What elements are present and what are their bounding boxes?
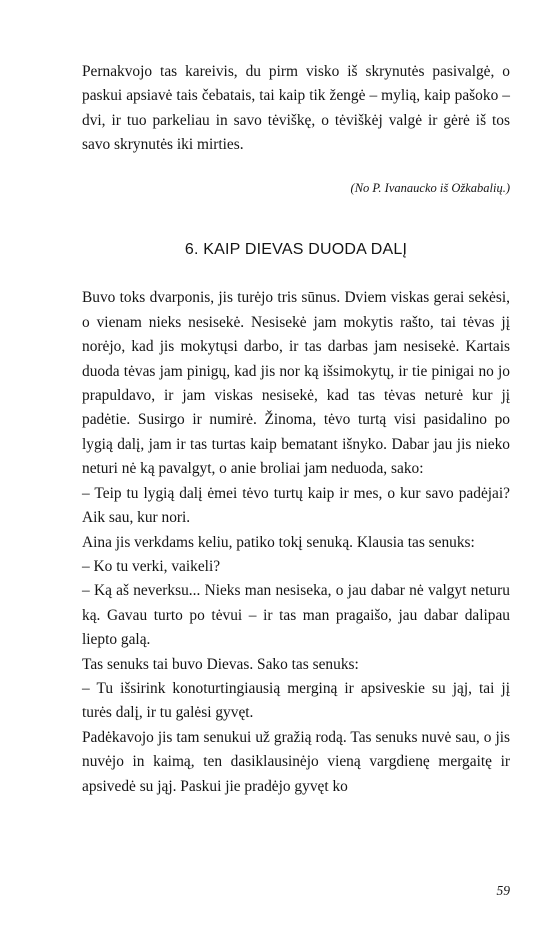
intro-paragraph: Pernakvojo tas kareivis, du pirm visko iš skrynutės pasivalgė, o paskui apsiavė tais čebatais, tai kaip tik žengė – mylią, kaip pašoko – dvi, ir tuo parkeliau in savo tėviškę, o tėviškėj valgė ir gėrė iš tos savo skrynutės iki mirties.: [82, 63, 510, 154]
page-text: [82, 60, 510, 799]
chapter-paragraph: – Teip tu lygią dalį ėmei tėvo turtų kaip ir mes, o kur savo padėjai? Aik sau, kur nori.: [82, 484, 510, 527]
chapter-paragraph: Aina jis verkdams keliu, patiko tokį senuką. Klausia tas senuks:: [82, 533, 475, 551]
chapter-title: 6. KAIP DIEVAS DUODA DALĮ: [184, 241, 408, 259]
chapter-paragraph: Padėkavojo jis tam senukui už gražią rodą. Tas senuks nuvė sau, o jis nuvėjo in kaimą, ten dasiklausinėjo vieną vargdienę mergaitę ir apsivedė su jąj. Paskui jie pradėjo gyvęt ko: [82, 728, 510, 795]
page-number: 59: [496, 883, 510, 898]
chapter-paragraph: – Tu išsirink konoturtingiausią merginą ir apsiveskie su jąj, tai jį turės dalį, ir tu galėsi gyvęt.: [82, 679, 510, 722]
chapter-paragraph: Buvo toks dvarponis, jis turėjo tris sūnus. Dviem viskas gerai sekėsi, o vienam nieks nesisekė. Nesisekė jam mokytis rašto, tai tėvas jį norėjo, kad jis mokytųsi darbo, ir tas darbas jam nesisekė. Kartais duoda tėvas jam pinigų, kad jis nor ką išsimokytų, ir tie pinigai no jo prapuldavo, ir jam viskas nesisekė, kad tas tėvas neturė kur jį padėtie. Susirgo ir numirė. Žinoma, tėvo turtą visi pasidalino po lygią dalį, jam ir tas turtas kaip bematant išnyko. Dabar jau jis nieko neturi nė ką pavalgyt, o anie broliai jam neduoda, sako:: [82, 289, 510, 478]
story-source-note: (No P. Ivanaucko iš Ožkabalių.): [350, 180, 510, 195]
chapter-paragraph: Tas senuks tai buvo Dievas. Sako tas senuks:: [82, 655, 359, 673]
chapter-paragraph: – Ką aš neverksu... Nieks man nesiseka, o jau dabar nė valgyt neturu ką. Gavau turto po tėvui – ir tas man pragaišo, jau dabar dalipau liepto galą.: [82, 582, 510, 649]
chapter-paragraph: – Ko tu verki, vaikeli?: [82, 557, 221, 575]
